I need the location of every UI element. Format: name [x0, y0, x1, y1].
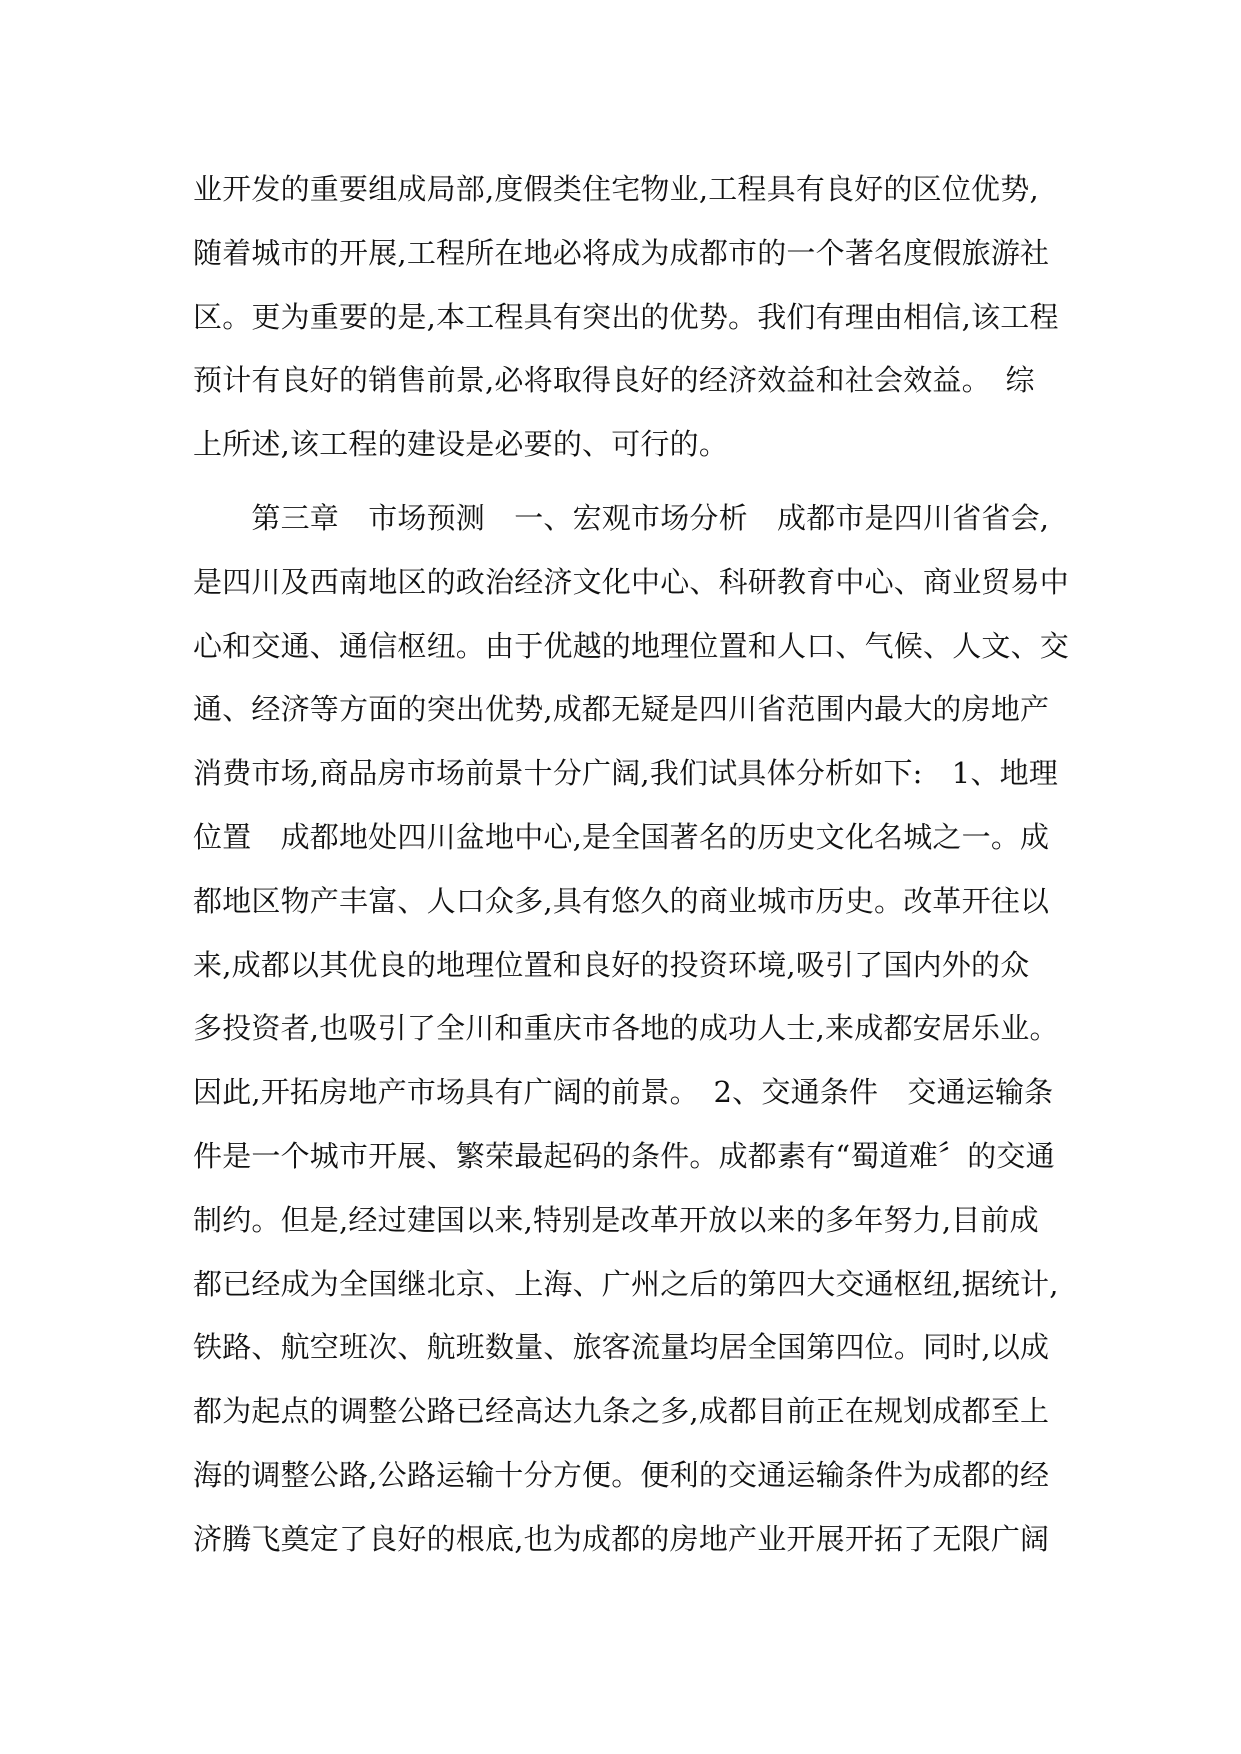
text-line: 多投资者,也吸引了全川和重庆市各地的成功人士,来成都安居乐业。	[193, 1011, 1059, 1046]
text-line: 心和交通、通信枢纽。由于优越的地理位置和人口、气候、人文、交	[193, 628, 1070, 663]
text-line: 济腾飞奠定了良好的根底,也为成都的房地产业开展开拓了无限广阔	[193, 1521, 1050, 1556]
text-line: 位置 成都地处四川盆地中心,是全国著名的历史文化名城之一。成	[193, 819, 1050, 854]
text-line: 件是一个城市开展、繁荣最起码的条件。成都素有“蜀道难〞的交通	[193, 1138, 1055, 1173]
paragraph-spacer	[193, 477, 1063, 487]
text-line: 来,成都以其优良的地理位置和良好的投资环境,吸引了国内外的众	[193, 947, 1030, 982]
text-line: 消费市场,商品房市场前景十分广阔,我们试具体分析如下: 1、地理	[193, 756, 1059, 791]
text-line: 铁路、航空班次、航班数量、旅客流量均居全国第四位。同时,以成	[193, 1330, 1050, 1365]
text-line: 通、经济等方面的突出优势,成都无疑是四川省范围内最大的房地产	[193, 692, 1050, 727]
text-line: 制约。但是,经过建国以来,特别是改革开放以来的多年努力,目前成	[193, 1202, 1039, 1237]
text-line: 是四川及西南地区的政治经济文化中心、科研教育中心、商业贸易中	[193, 564, 1070, 599]
text-line: 业开发的重要组成局部,度假类住宅物业,工程具有良好的区位优势,	[193, 172, 1039, 206]
text-line: 海的调整公路,公路运输十分方便。便利的交通运输条件为成都的经	[193, 1457, 1050, 1492]
text-line: 都为起点的调整公路已经高达九条之多,成都目前正在规划成都至上	[193, 1394, 1050, 1429]
body-text	[193, 158, 1070, 1572]
text-line: 上所述,该工程的建设是必要的、可行的。	[193, 427, 729, 462]
text-line: 区。更为重要的是,本工程具有突出的优势。我们有理由相信,该工程	[193, 299, 1059, 334]
text-line: 预计有良好的销售前景,必将取得良好的经济效益和社会效益。 综	[193, 363, 1035, 398]
text-line: 第三章 市场预测 一、宏观市场分析 成都市是四川省省会,	[193, 500, 1050, 535]
text-line: 都地区物产丰富、人口众多,具有悠久的商业城市历史。改革开往以	[193, 883, 1050, 918]
text-line: 都已经成为全国继北京、上海、广州之后的第四大交通枢纽,据统计,	[193, 1266, 1059, 1301]
text-line: 因此,开拓房地产市场具有广阔的前景。 2、交通条件 交通运输条	[193, 1075, 1054, 1110]
text-line: 随着城市的开展,工程所在地必将成为成都市的一个著名度假旅游社	[193, 235, 1050, 270]
